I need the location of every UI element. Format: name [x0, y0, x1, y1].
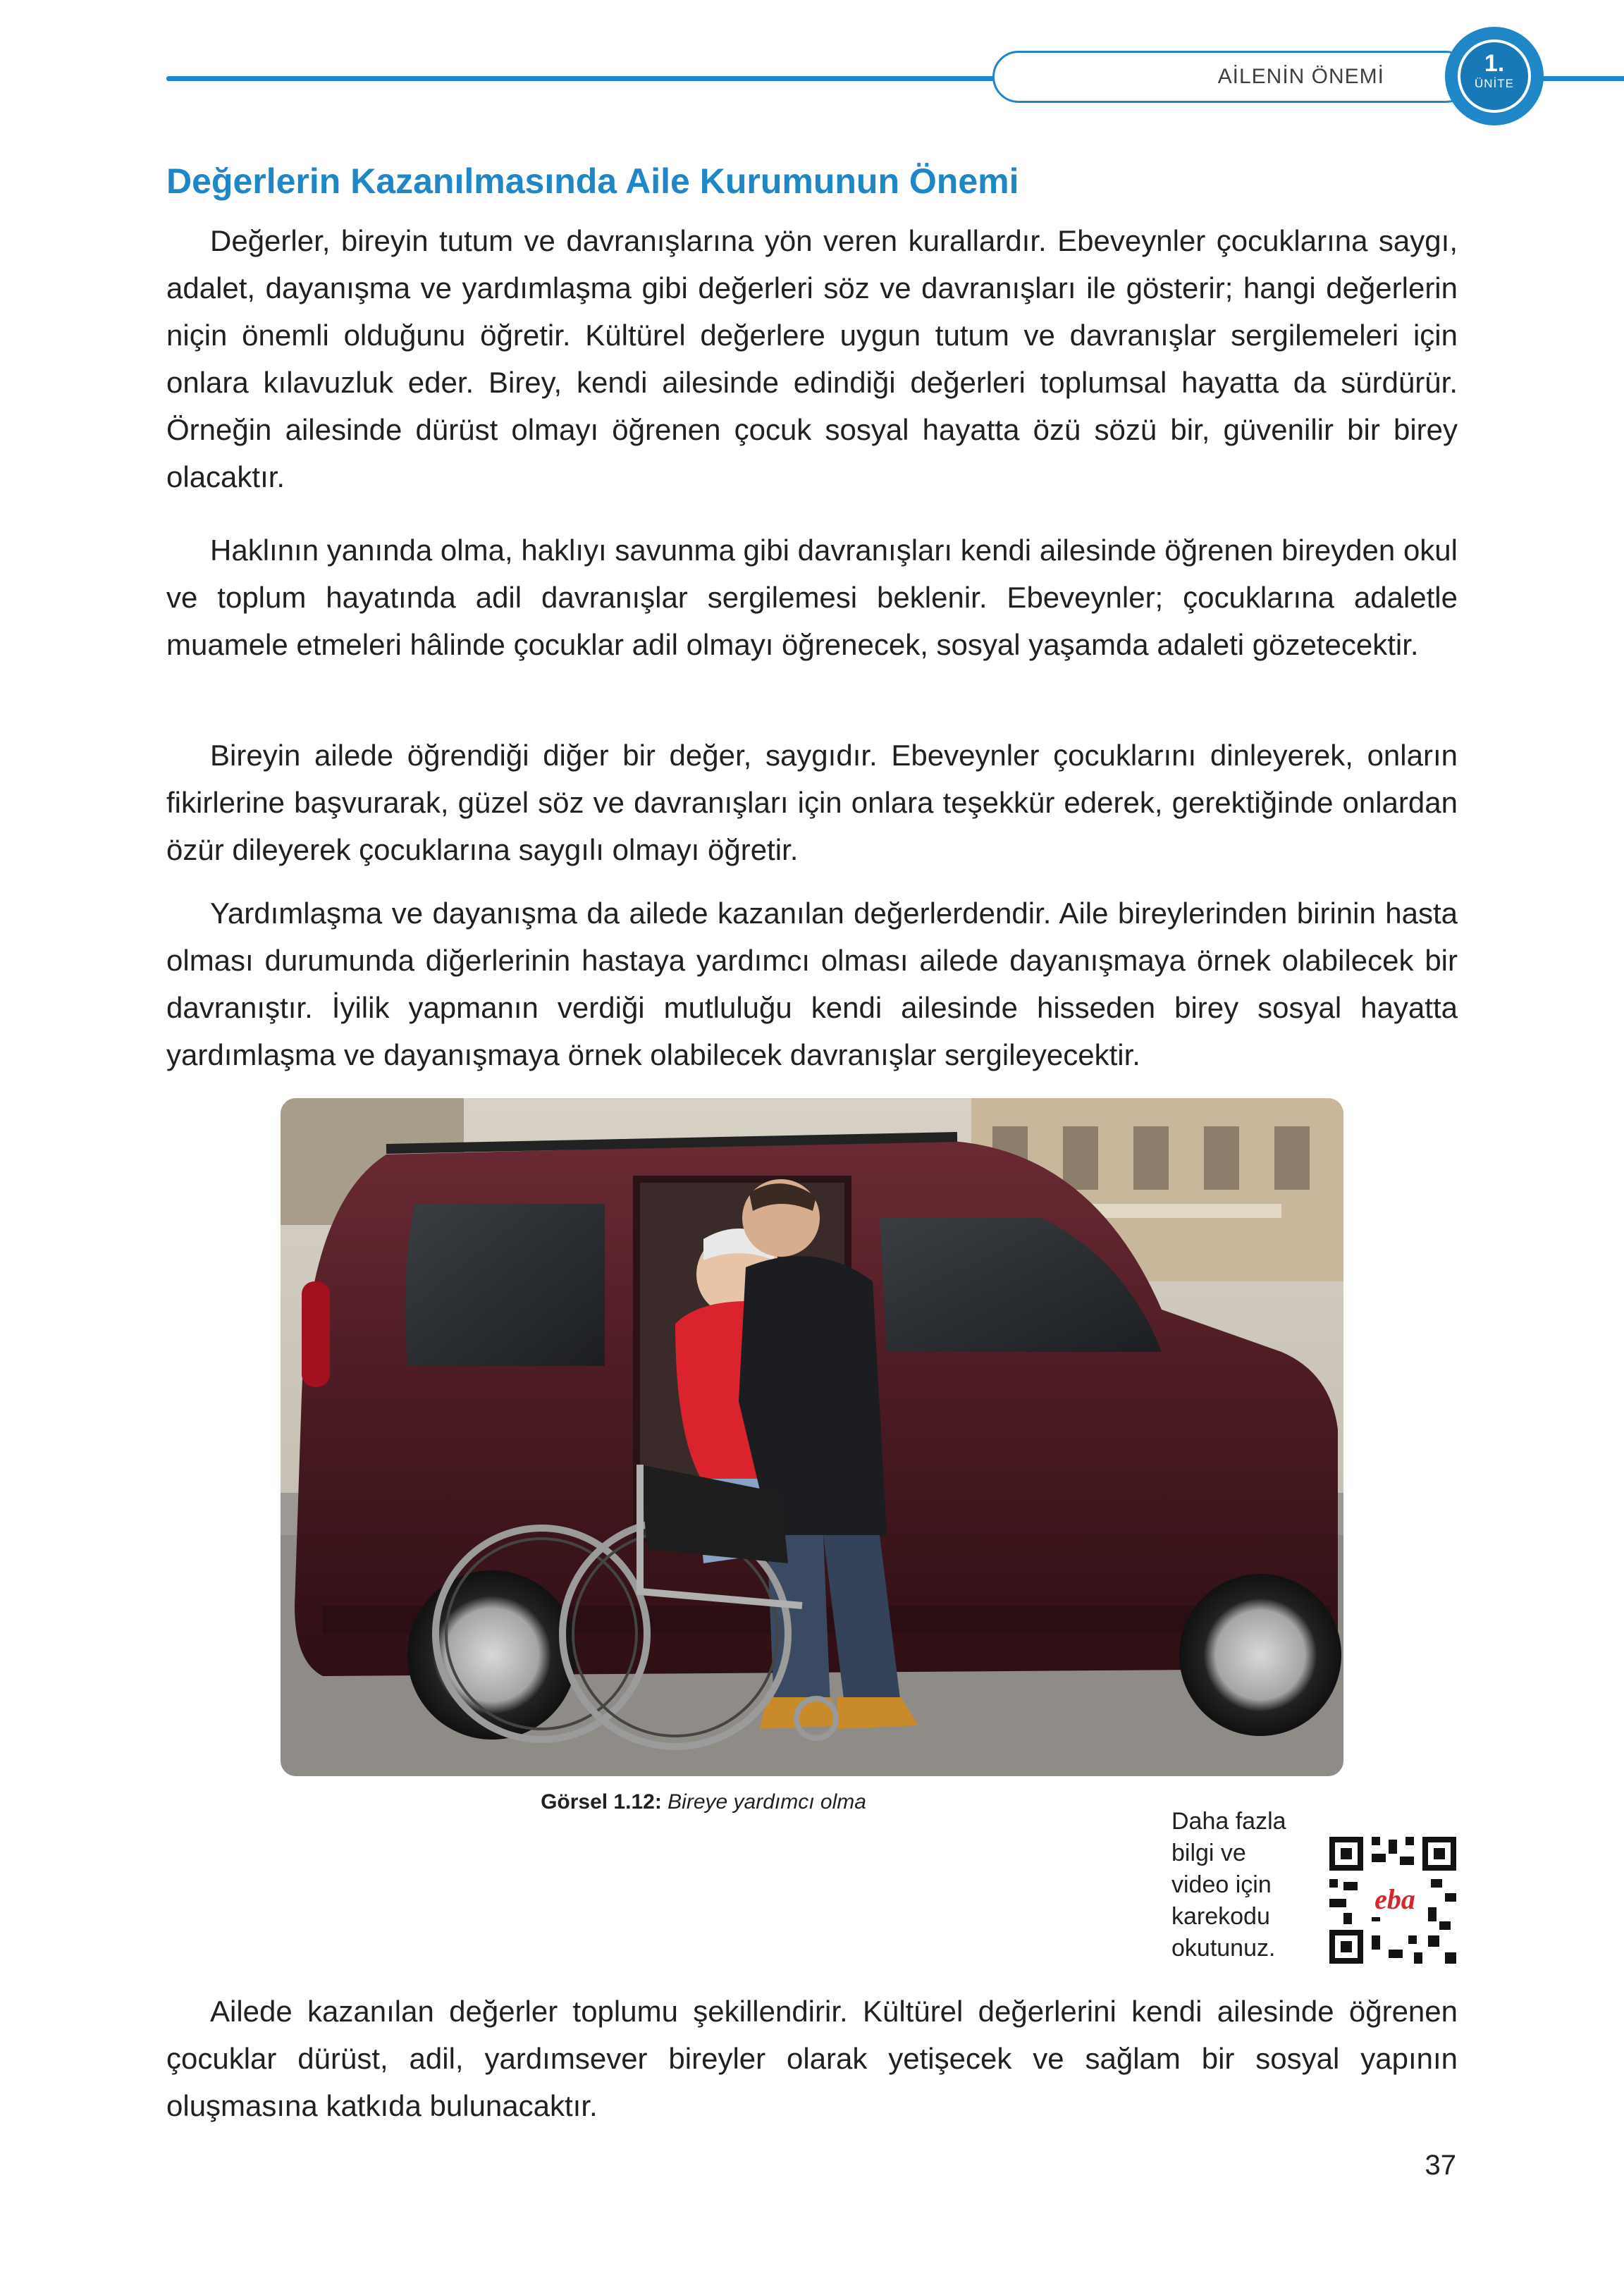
header-rule	[166, 76, 998, 81]
unit-badge	[1458, 39, 1531, 113]
paragraph-values: Değerler, bireyin tutum ve davranışlarına yön veren kurallardır. Ebeveynler çocuklarına saygı, adalet, dayanışma ve yardımlaşma gibi değerleri söz ve davranışları ile gösterir; hangi değerlerin niçin önemli olduğunu öğretir. Kültürel değerlere uygun tutum ve davranışlar sergilemeleri için onlara kılavuzluk eder. Birey, kendi ailesinde edindiği değerleri toplumsal hayatta da sürdürür. Örneğin ailesinde dürüst olmayı öğrenen çocuk sosyal hayatta özü sözü bir, güvenilir bir birey olacaktır.	[166, 224, 1458, 493]
qr-line: okutunuz.	[1171, 1935, 1276, 1962]
unit-number: 1.	[1484, 50, 1505, 77]
section-heading: Değerlerin Kazanılmasında Aile Kurumunun Önemi	[166, 161, 1019, 201]
paragraph-justice: Haklının yanında olma, haklıyı savunma gibi davranışları kendi ailesinde öğrenen bireyden okul ve toplum hayatında adil davranışlar sergilemesi beklenir. Ebeveynler; çocuklarına adaletle muamele etmeleri hâlinde çocuklar adil olmayı öğrenecek, sosyal yaşamda adaleti gözetecektir.	[166, 534, 1458, 661]
paragraph-conclusion: Ailede kazanılan değerler toplumu şekillendirir. Kültürel değerlerini kendi ailesinde öğrenen çocuklar dürüst, adil, yardımsever bireyler olarak yetişecek ve sağlam bir sosyal yapının oluşmasına katkıda bulunacaktır.	[166, 1995, 1458, 2122]
qr-instructions	[1171, 1806, 1312, 1964]
qr-line: karekodu	[1171, 1903, 1270, 1930]
figure-caption-text: Bireye yardımcı olma	[668, 1790, 866, 1814]
figure-caption	[281, 1790, 1126, 1814]
page-number: 37	[1425, 2150, 1456, 2181]
qr-line: Daha fazla	[1171, 1808, 1286, 1835]
qr-line: bilgi ve	[1171, 1840, 1246, 1866]
paragraph-solidarity: Yardımlaşma ve dayanışma da ailede kazanılan değerlerdendir. Aile bireylerinden birinin hasta olması durumunda diğerlerinin hastaya yardımcı olması ailede dayanışmaya örnek olabilecek bir davranıştır. İyilik yapmanın verdiği mutluluğu kendi ailesinde hisseden birey sosyal hayatta yardımlaşma ve dayanışmaya örnek olabilecek davranışlar sergileyecektir.	[166, 897, 1458, 1071]
header-rule-right	[1530, 76, 1624, 81]
qr-line: video için	[1171, 1871, 1272, 1898]
figure-photo	[281, 1098, 1343, 1776]
figure-label: Görsel 1.12:	[541, 1790, 662, 1814]
eba-logo: eba	[1374, 1883, 1415, 1915]
unit-label: ÜNİTE	[1475, 77, 1514, 90]
chapter-title: AİLENİN ÖNEMİ	[1217, 65, 1384, 88]
qr-code[interactable]	[1329, 1837, 1456, 1964]
paragraph-respect: Bireyin ailede öğrendiği diğer bir değer, saygıdır. Ebeveynler çocuklarını dinleyerek, onların fikirlerine başvurarak, güzel söz ve davranışları için onlara teşekkür ederek, gerektiğinde onlardan özür dileyerek çocuklarına saygılı olmayı öğretir.	[166, 739, 1458, 866]
